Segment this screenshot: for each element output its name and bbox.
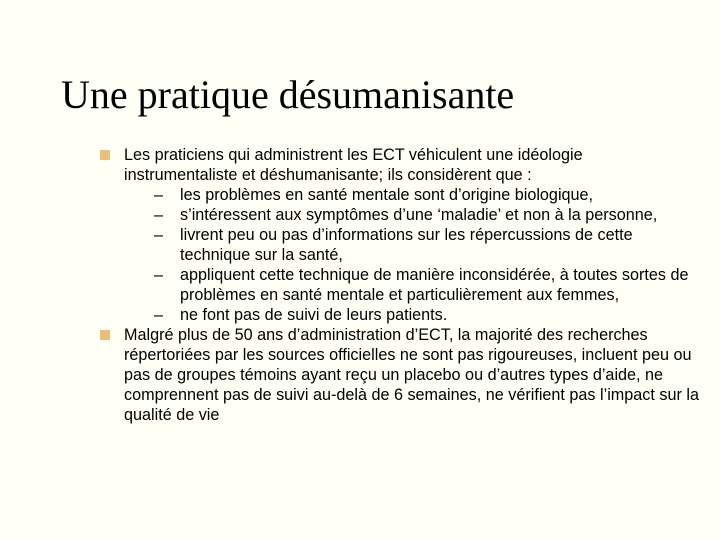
dash-marker: – [154, 226, 164, 244]
sub-item-text: appliquent cette technique de manière inconsidérée, à toutes sortes de problèmes en santé mentale et particulièrement aux femmes, [180, 266, 689, 304]
dash-marker: – [154, 266, 164, 284]
square-bullet-icon [100, 150, 110, 160]
sub-item-text: livrent peu ou pas d’informations sur les répercussions de cette technique sur la santé, [180, 226, 633, 264]
dash-marker: – [154, 206, 164, 224]
sub-item [124, 205, 700, 225]
sub-item-text: s’intéressent aux symptômes d’une ‘maladie’ et non à la personne, [180, 206, 658, 224]
square-bullet-icon [100, 330, 110, 340]
bullet-item [100, 325, 700, 425]
bullet-item [100, 145, 700, 325]
sub-item [124, 265, 700, 305]
dash-marker: – [154, 186, 164, 204]
dash-marker: – [154, 306, 164, 324]
sub-item-text: les problèmes en santé mentale sont d’origine biologique, [180, 186, 594, 204]
sub-list [124, 185, 700, 325]
sub-item [124, 305, 700, 325]
bullet-text: Malgré plus de 50 ans d’administration d’ECT, la majorité des recherches répertoriées par les sources officielles ne sont pas rigoureuses, incluent peu ou pas de groupes témoins ayant reçu un placebo ou d’autres types d’aide, ne comprennent pas de suivi au-delà de 6 semaines, ne vérifient pas l’impact sur la qualité de vie [124, 326, 699, 424]
slide-title: Une pratique désumanisante [61, 72, 515, 117]
sub-item [124, 225, 700, 265]
slide-content [100, 145, 700, 425]
sub-item-text: ne font pas de suivi de leurs patients. [180, 306, 448, 324]
bullet-text: Les praticiens qui administrent les ECT véhiculent une idéologie instrumentaliste et déshumanisante; ils considèrent que : [124, 146, 583, 184]
sub-item [124, 185, 700, 205]
